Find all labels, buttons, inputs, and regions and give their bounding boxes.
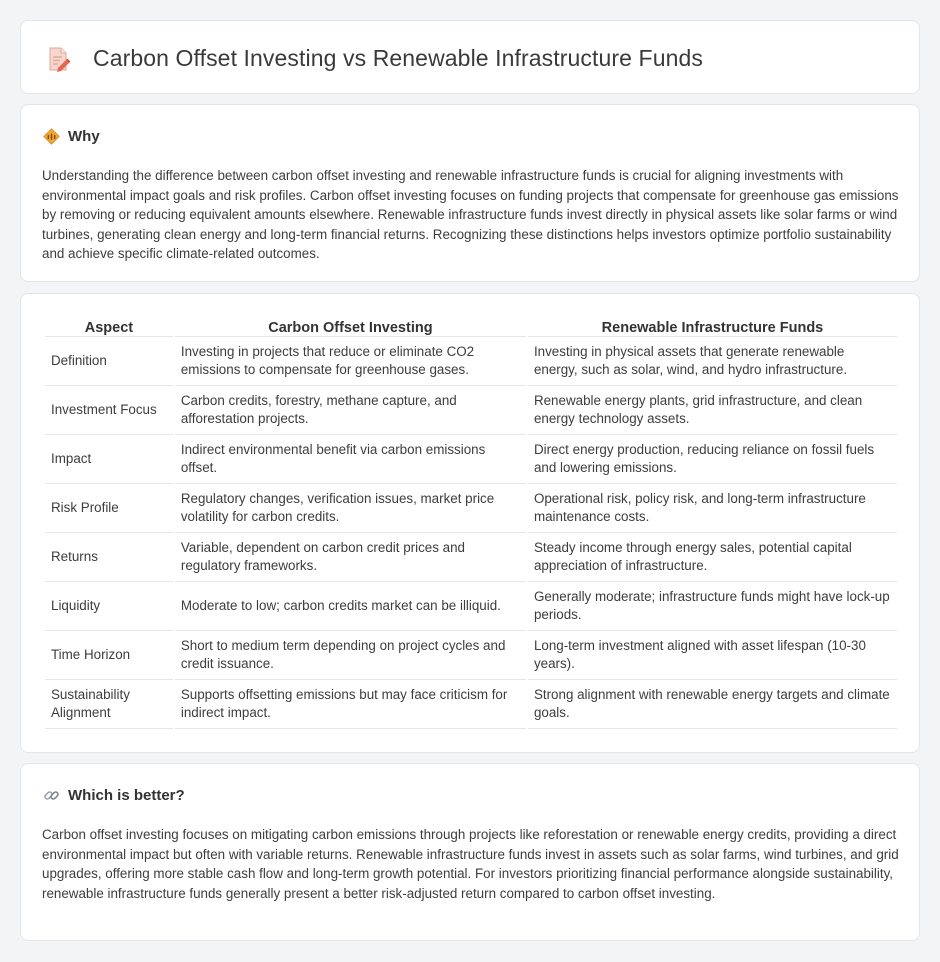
why-title: Why [68, 128, 100, 145]
link-icon [43, 787, 60, 804]
row-renewable: Renewable energy plants, grid infrastructure, and clean energy technology assets. [528, 386, 897, 435]
why-text: Understanding the difference between carbon offset investing and renewable infrastructure funds is crucial for aligning investments with environmental impact goals and risk profiles. Carbon offset investing focuses on funding projects that compensate for greenhouse gas emissions by removing or reducing equivalent amounts elsewhere. Renewable infrastructure funds invest directly in physical assets like solar farms or wind turbines, generating clean energy and long-term financial returns. Recognizing these distinctions helps investors optimize portfolio sustainability and achieve specific climate-related outcomes. [42, 168, 899, 262]
row-aspect: Liquidity [45, 582, 173, 631]
row-renewable: Direct energy production, reducing reliance on fossil fuels and lowering emissions. [528, 435, 897, 484]
table-header-row [45, 315, 897, 337]
row-carbon-offset: Supports offsetting emissions but may face criticism for indirect impact. [175, 680, 526, 729]
table-row [45, 435, 897, 484]
better-heading [43, 787, 185, 804]
header-renewable-infrastructure: Renewable Infrastructure Funds [528, 315, 897, 337]
comparison-section [20, 293, 920, 753]
page-title: Carbon Offset Investing vs Renewable Infrastructure Funds [93, 45, 703, 71]
row-aspect: Impact [45, 435, 173, 484]
better-text: Carbon offset investing focuses on mitigating carbon emissions through projects like reforestation or renewable energy credits, providing a direct environmental impact but often with variable returns. Renewable infrastructure funds invest in assets such as solar farms, wind turbines, and grid upgrades, offering more stable cash flow and long-term growth potential. For investors prioritizing financial performance alongside sustainability, renewable infrastructure funds generally present a better risk-adjusted return compared to carbon offset investing. [42, 827, 899, 901]
row-renewable: Investing in physical assets that generate renewable energy, such as solar, wind, and hydro infrastructure. [528, 337, 897, 386]
row-aspect: Returns [45, 533, 173, 582]
table-row [45, 484, 897, 533]
row-carbon-offset: Variable, dependent on carbon credit prices and regulatory frameworks. [175, 533, 526, 582]
comparison-table [43, 315, 899, 729]
row-carbon-offset: Moderate to low; carbon credits market can be illiquid. [175, 582, 526, 631]
table-row [45, 533, 897, 582]
row-renewable: Strong alignment with renewable energy targets and climate goals. [528, 680, 897, 729]
row-carbon-offset: Regulatory changes, verification issues, market price volatility for carbon credits. [175, 484, 526, 533]
table-row [45, 337, 897, 386]
row-renewable: Steady income through energy sales, potential capital appreciation of infrastructure. [528, 533, 897, 582]
row-renewable: Operational risk, policy risk, and long-term infrastructure maintenance costs. [528, 484, 897, 533]
row-aspect: Time Horizon [45, 631, 173, 680]
row-renewable: Generally moderate; infrastructure funds might have lock-up periods. [528, 582, 897, 631]
row-aspect: Risk Profile [45, 484, 173, 533]
title-card [20, 20, 920, 94]
document-pencil-icon [47, 46, 71, 72]
table-row [45, 631, 897, 680]
diamond-signal-icon [43, 128, 60, 145]
row-carbon-offset: Short to medium term depending on project cycles and credit issuance. [175, 631, 526, 680]
row-aspect: Definition [45, 337, 173, 386]
header-aspect: Aspect [45, 315, 173, 337]
row-aspect: Investment Focus [45, 386, 173, 435]
table-row [45, 582, 897, 631]
which-is-better-section [20, 763, 920, 941]
row-aspect: Sustainability Alignment [45, 680, 173, 729]
header-carbon-offset: Carbon Offset Investing [175, 315, 526, 337]
title-row [47, 45, 703, 72]
table-row [45, 386, 897, 435]
table-row [45, 680, 897, 729]
row-carbon-offset: Carbon credits, forestry, methane capture, and afforestation projects. [175, 386, 526, 435]
better-title: Which is better? [68, 787, 185, 804]
why-section [20, 104, 920, 282]
row-carbon-offset: Investing in projects that reduce or eliminate CO2 emissions to compensate for greenhouse gases. [175, 337, 526, 386]
row-renewable: Long-term investment aligned with asset lifespan (10-30 years). [528, 631, 897, 680]
why-heading [43, 128, 100, 145]
row-carbon-offset: Indirect environmental benefit via carbon emissions offset. [175, 435, 526, 484]
